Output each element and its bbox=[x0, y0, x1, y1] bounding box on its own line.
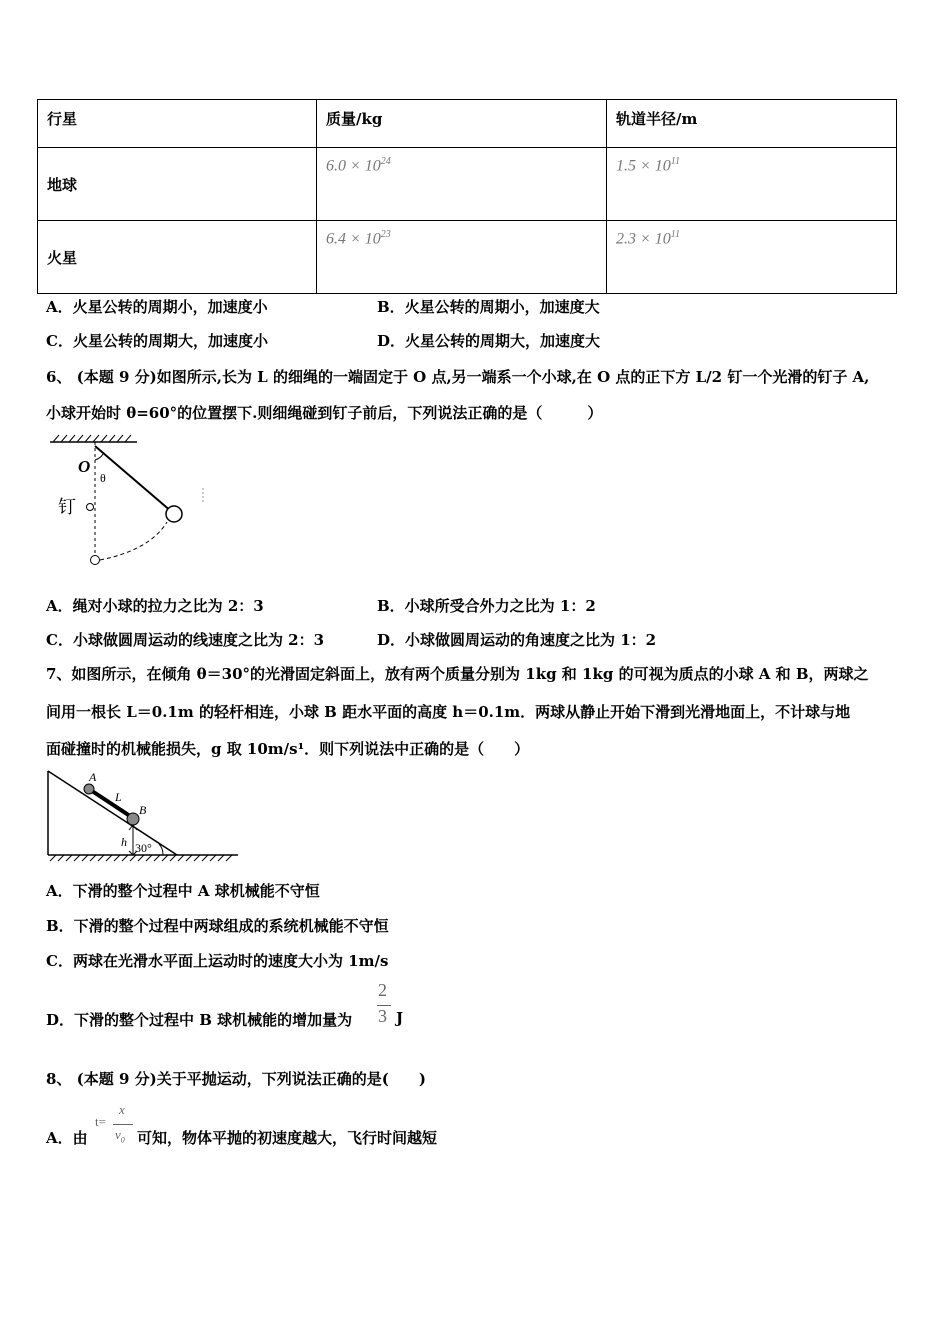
label-o: O bbox=[78, 457, 91, 476]
q5-option-c: C．火星公转的周期大，加速度小 bbox=[46, 332, 268, 350]
label-b: B bbox=[139, 803, 147, 817]
q6-stem-line2: 小球开始时 θ=60°的位置摆下.则细绳碰到钉子前后，下列说法正确的是（ ） bbox=[46, 404, 603, 422]
incline-figure bbox=[45, 768, 245, 868]
label-h: h bbox=[121, 835, 127, 849]
q8-option-a-prefix: A．由 bbox=[46, 1129, 88, 1147]
q7-option-d-text: D．下滑的整个过程中 B 球机械能的增加量为 bbox=[46, 1011, 353, 1029]
incline-surface bbox=[48, 771, 177, 855]
ceiling-hatch bbox=[53, 435, 131, 442]
string bbox=[95, 446, 172, 512]
rod bbox=[89, 789, 133, 818]
planet-table bbox=[37, 99, 897, 294]
header-radius: 轨道半径/m bbox=[607, 100, 897, 148]
q8-formula-bar bbox=[113, 1124, 133, 1125]
q7-option-d-unit: J bbox=[396, 1009, 404, 1027]
q8-formula-t: t= bbox=[95, 1114, 106, 1129]
q6-option-c: C．小球做圆周运动的线速度之比为 2：3 bbox=[46, 631, 325, 649]
q6-option-b: B．小球所受合外力之比为 1：2 bbox=[377, 597, 596, 615]
q8-formula-num: x bbox=[119, 1102, 125, 1117]
row-mars-radius: $2.3 \times 10^{11}$ bbox=[607, 221, 897, 294]
q5-option-d: D．火星公转的周期大，加速度大 bbox=[377, 332, 601, 350]
swing-arc bbox=[100, 522, 167, 560]
angle-arc bbox=[95, 454, 103, 460]
q7-stem-line3: 面碰撞时的机械能损失，g 取 10m/s¹．则下列说法中正确的是（ ） bbox=[46, 740, 530, 758]
header-planet: 行星 bbox=[38, 100, 317, 148]
ground-hatch bbox=[50, 855, 232, 861]
q6-option-a: A．绳对小球的拉力之比为 2：3 bbox=[46, 597, 264, 615]
q5-option-b: B．火星公转的周期小，加速度大 bbox=[377, 298, 600, 316]
lowest-position bbox=[91, 556, 100, 565]
row-earth-radius: $1.5 \times 10^{11}$ bbox=[607, 148, 897, 221]
ball-a bbox=[84, 784, 94, 794]
q7-frac-num: 2 bbox=[378, 980, 387, 1000]
label-a: A bbox=[89, 770, 97, 784]
q7-option-c: C．两球在光滑水平面上运动时的速度大小为 1m/s bbox=[46, 952, 389, 970]
q7-option-b: B．下滑的整个过程中两球组成的系统机械能不守恒 bbox=[46, 917, 389, 935]
q7-stem-line1: 7、如图所示，在倾角 θ＝30°的光滑固定斜面上，放有两个质量分别为 1kg 和 1kg 的可视为质点的小球 A 和 B，两球之 bbox=[46, 665, 869, 683]
ball-b bbox=[127, 813, 139, 825]
q6-option-d: D．小球做圆周运动的角速度之比为 1：2 bbox=[377, 631, 657, 649]
ball bbox=[166, 506, 182, 522]
label-theta: θ bbox=[100, 471, 106, 485]
q8-stem: 8、 (本题 9 分)关于平抛运动，下列说法正确的是( ) bbox=[46, 1070, 426, 1088]
q7-frac-den: 3 bbox=[378, 1006, 387, 1026]
pendulum-figure bbox=[45, 430, 215, 575]
q7-stem-line2: 间用一根长 L＝0.1m 的轻杆相连，小球 B 距水平面的高度 h＝0.1m．两球从静止开始下滑到光滑地面上，不计球与地 bbox=[46, 703, 851, 721]
label-l: L bbox=[115, 790, 122, 804]
header-mass: 质量/kg bbox=[317, 100, 607, 148]
label-angle: 30° bbox=[135, 841, 152, 855]
row-earth-name: 地球 bbox=[38, 148, 317, 221]
label-nail: 钉 bbox=[58, 497, 76, 518]
row-earth-mass: $6.0 \times 10^{24}$ bbox=[317, 148, 607, 221]
q5-option-a: A．火星公转的周期小，加速度小 bbox=[46, 298, 268, 316]
q6-stem-line1: 6、 (本题 9 分)如图所示,长为 L 的细绳的一端固定于 O 点,另一端系一个小球,在 O 点的正下方 L/2 钉一个光滑的钉子 A, bbox=[46, 368, 870, 386]
row-mars-mass: $6.4 \times 10^{23}$ bbox=[317, 221, 607, 294]
nail-peg bbox=[87, 504, 94, 511]
q8-formula-den: $v_0$ bbox=[115, 1127, 125, 1145]
row-mars-name: 火星 bbox=[38, 221, 317, 294]
q7-option-a: A．下滑的整个过程中 A 球机械能不守恒 bbox=[46, 882, 320, 900]
q8-option-a-text: 可知，物体平抛的初速度越大，飞行时间越短 bbox=[137, 1129, 438, 1147]
